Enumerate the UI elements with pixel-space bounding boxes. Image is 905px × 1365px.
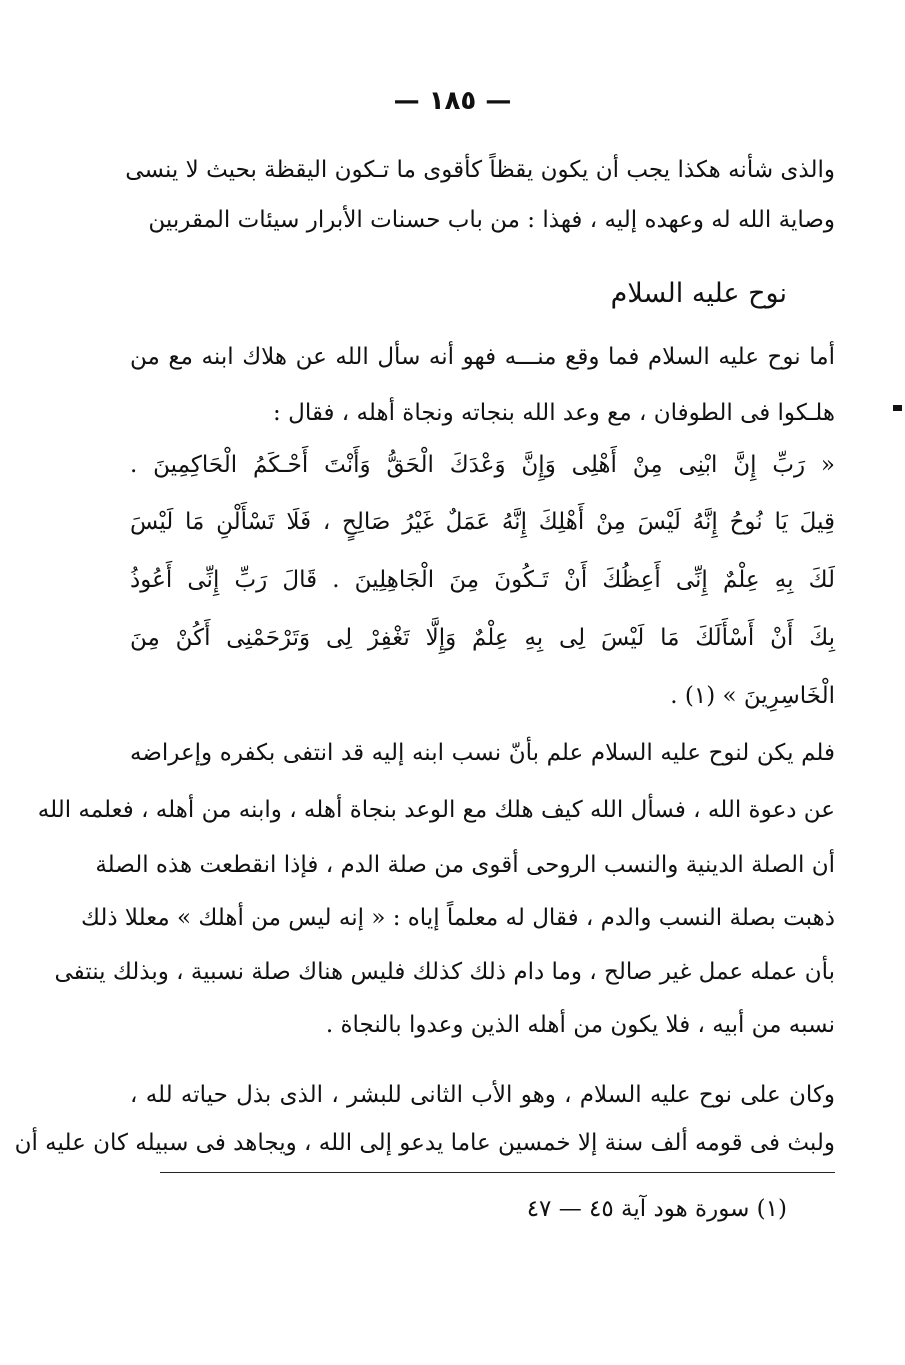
- quran-line: لَكَ بِهِ عِلْمٌ إِنِّى أَعِظُكَ أَنْ تَـكُونَ مِنَ الْجَاهِلِينَ . قَالَ رَبِّ إِنِّى أَعُوذُ: [130, 567, 835, 593]
- text-line: فلم يكن لنوح عليه السلام علم بأنّ نسب ابنه إليه قد انتفى بكفره وإعراضه: [130, 740, 835, 766]
- footnote-divider: [160, 1172, 835, 1173]
- text-line: ذهبت بصلة النسب والدم ، فقال له معلماً إياه : « إنه ليس من أهلك » معللا ذلك: [80, 905, 835, 931]
- text-line: والذى شأنه هكذا يجب أن يكون يقظاً كأقوى ما تـكون اليقظة بحيث لا ينسى: [125, 157, 835, 183]
- text-line: ولبث فى قومه ألف سنة إلا خمسين عاما يدعو إلى الله ، ويجاهد فى سبيله كان عليه أن: [14, 1130, 835, 1156]
- quran-line: قِيلَ يَا نُوحُ إِنَّهُ لَيْسَ مِنْ أَهْلِكَ إِنَّهُ عَمَلٌ غَيْرُ صَالِحٍ ، فَلَا تَسْأَلْنِ مَا لَيْسَ: [130, 509, 835, 535]
- quran-line: بِكَ أَنْ أَسْأَلَكَ مَا لَيْسَ لِى بِهِ عِلْمٌ وَإِلَّا تَغْفِرْ لِى وَتَرْحَمْنِى أَكُنْ مِنَ: [130, 625, 835, 651]
- margin-mark: [893, 405, 902, 411]
- text-line: وصاية الله له وعهده إليه ، فهذا : من باب حسنات الأبرار سيئات المقربين: [148, 207, 835, 233]
- page-number: — ١٨٥ —: [393, 86, 512, 116]
- text-line: أن الصلة الدينية والنسب الروحى أقوى من صلة الدم ، فإذا انقطعت هذه الصلة: [95, 852, 835, 878]
- footnote: (١) سورة هود آية ٤٥ — ٤٧: [526, 1196, 787, 1222]
- text-line: عن دعوة الله ، فسأل الله كيف هلك مع الوعد بنجاة أهله ، وابنه من أهله ، فعلمه الله: [37, 797, 835, 823]
- quran-line: « رَبِّ إِنَّ ابْنِى مِنْ أَهْلِى وَإِنَّ وَعْدَكَ الْحَقُّ وَأَنْتَ أَحْـكَمُ الْحَاكِمِينَ .: [130, 452, 835, 478]
- text-line: بأن عمله عمل غير صالح ، وما دام ذلك كذلك فليس هناك صلة نسبية ، وبذلك ينتفى: [54, 959, 835, 985]
- text-line: هلـكوا فى الطوفان ، مع وعد الله بنجاته ونجاة أهله ، فقال :: [273, 400, 835, 426]
- text-line: وكان على نوح عليه السلام ، وهو الأب الثانى للبشر ، الذى بذل حياته لله ،: [130, 1082, 835, 1108]
- quran-line: الْخَاسِرِينَ » (١) .: [670, 683, 835, 709]
- text-line: أما نوح عليه السلام فما وقع منـــه فهو أنه سأل الله عن هلاك ابنه مع من: [130, 344, 835, 370]
- section-heading: نوح عليه السلام: [610, 278, 787, 309]
- text-line: نسبه من أبيه ، فلا يكون من أهله الذين وعدوا بالنجاة .: [325, 1012, 835, 1038]
